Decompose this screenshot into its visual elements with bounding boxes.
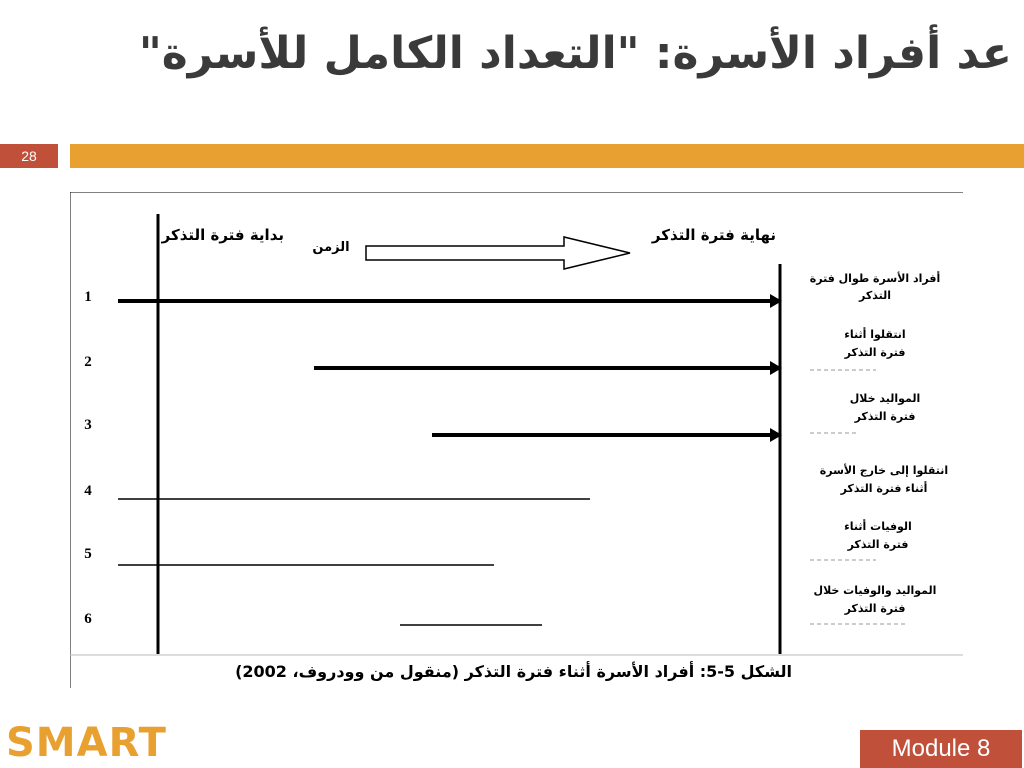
row-4-description-line-1: انتقلوا إلى خارج الأسرة [819, 464, 949, 477]
timeline-diagram [70, 192, 968, 696]
row-4-description-line-2: أثناء فترة التذكر [840, 482, 928, 495]
time-label: الزمن [312, 240, 350, 255]
row-3-description-line-1: المواليد خلال [849, 392, 921, 405]
row-3-description [790, 390, 980, 426]
row-2-description-line-1: انتقلوا أثناء [844, 328, 906, 341]
row-1-description-line-2: التذكر [859, 289, 891, 302]
time-arrow [366, 237, 630, 269]
row-5-description [790, 518, 966, 554]
row-6-index: 6 [84, 611, 92, 627]
row-5-index: 5 [84, 546, 92, 562]
row-3-description-line-2: فترة التذكر [854, 410, 916, 423]
row-1-index: 1 [84, 289, 92, 305]
row-1-description [790, 270, 960, 304]
start-of-recall-label: بداية فترة التذكر [161, 226, 284, 244]
row-6-description-line-2: فترة التذكر [844, 602, 906, 615]
module-label: Module 8 [860, 730, 1022, 768]
row-6-description [790, 582, 960, 618]
header-rule-bar [70, 144, 1024, 168]
recall-period-figure [70, 192, 968, 696]
row-2-description-line-2: فترة التذكر [844, 346, 906, 359]
slide-number: 28 [0, 144, 58, 168]
row-5-description-line-2: فترة التذكر [847, 538, 909, 551]
row-4-description [796, 462, 972, 498]
row-6-description-line-1: المواليد والوفيات خلال [813, 584, 937, 597]
row-4-index: 4 [84, 483, 92, 499]
row-1-description-line-1: أفراد الأسرة طوال فترة [809, 272, 941, 285]
row-5-description-line-1: الوفيات أثناء [844, 520, 912, 533]
row-3-index: 3 [84, 417, 92, 433]
end-of-recall-label: نهاية فترة التذكر [651, 226, 776, 244]
smart-logo: SMART [6, 720, 167, 766]
row-2-index: 2 [84, 354, 92, 370]
row-2-description [790, 326, 960, 362]
slide-title: عد أفراد الأسرة: "التعداد الكامل للأسرة" [138, 28, 1012, 79]
figure-caption: الشكل 5-5: أفراد الأسرة أثناء فترة التذكر (منقول من وودروف، 2002) [235, 662, 792, 681]
